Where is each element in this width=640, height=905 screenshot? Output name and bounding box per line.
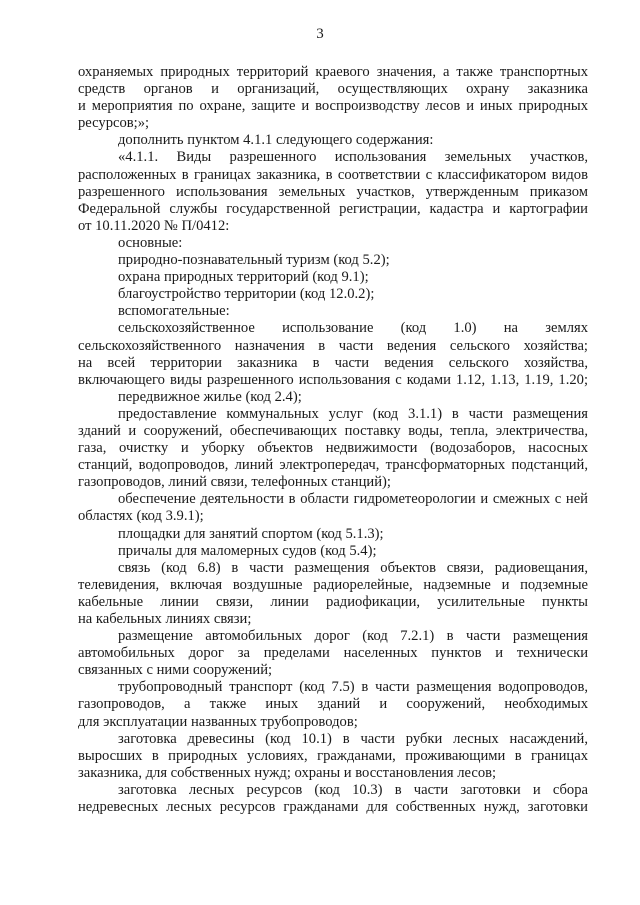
text-line: разрешенного использования земельных участков, утвержденным приказом <box>78 183 588 200</box>
text-line: на кабельных линиях связи; <box>78 611 252 627</box>
text-line: дополнить пунктом 4.1.1 следующего содержания: <box>118 132 434 149</box>
text-line: охраняемых природных территорий краевого значения, а также транспортных <box>78 64 588 80</box>
text-line: газопроводов, линий связи, телефонных станций); <box>78 474 391 491</box>
text-line: заготовка древесины (код 10.1) в части рубки лесных насаждений, <box>118 730 588 747</box>
text-line: заказника, для собственных нужд; охраны и восстановления лесов; <box>78 764 497 781</box>
page-number: 3 <box>316 26 324 42</box>
text-line: расположенных в границах заказника, в соответствии с классификатором видов <box>78 166 588 183</box>
text-line: природно-познавательный туризм (код 5.2); <box>118 252 390 269</box>
text-line: кабельные линии связи, линии радиофикации, усилительные пункты <box>78 593 588 610</box>
text-line: газопроводов, а также иных зданий и сооружений, необходимых <box>78 696 588 713</box>
text-line: телевидения, включая воздушные радиорелейные, надземные и подземные <box>78 576 588 593</box>
text-line: включающего виды разрешенного использования с кодами 1.12, 1.13, 1.19, 1.20; <box>78 371 588 388</box>
text-line: ресурсов;»; <box>78 115 150 132</box>
text-line: площадки для занятий спортом (код 5.1.3); <box>118 525 384 542</box>
text-line: охрана природных территорий (код 9.1); <box>118 269 369 286</box>
text-line: выросших в природных условиях, гражданами, проживающими в границах <box>78 747 588 764</box>
text-line: на всей территории заказника в части ведения сельского хозяйства, <box>78 354 588 371</box>
text-line: «4.1.1. Виды разрешенного использования земельных участков, <box>118 149 588 166</box>
text-line: связанных с ними сооружений; <box>78 662 273 679</box>
text-line: недревесных лесных ресурсов гражданами для собственных нужд, заготовки <box>78 799 588 816</box>
text-line: Федеральной службы государственной регистрации, кадастра и картографии <box>78 200 588 217</box>
text-line: благоустройство территории (код 12.0.2); <box>118 286 375 303</box>
text-line: трубопроводный транспорт (код 7.5) в части размещения водопроводов, <box>118 679 588 696</box>
text-line: средств органов и организаций, осуществляющих охрану заказника <box>78 81 588 98</box>
text-line: автомобильных дорог за пределами населенных пунктов и технически <box>78 645 588 662</box>
document-body <box>78 64 588 816</box>
text-line: сельскохозяйственного назначения в части ведения сельского хозяйства; <box>78 337 588 354</box>
text-line: причалы для маломерных судов (код 5.4); <box>118 542 377 559</box>
text-line: станций, водопроводов, линий электропередач, трансформаторных подстанций, <box>78 457 588 474</box>
text-line: основные: <box>118 234 183 251</box>
text-line: от 10.11.2020 № П/0412: <box>78 217 230 234</box>
text-line: областях (код 3.9.1); <box>78 508 204 525</box>
text-line: связь (код 6.8) в части размещения объектов связи, радиовещания, <box>118 559 588 576</box>
text-line: газа, очистку и уборку объектов недвижимости (водозаборов, насосных <box>78 440 588 457</box>
text-line: размещение автомобильных дорог (код 7.2.1) в части размещения <box>118 628 588 645</box>
text-line: предоставление коммунальных услуг (код 3.1.1) в части размещения <box>118 405 588 422</box>
text-line: для эксплуатации названных трубопроводов; <box>78 713 358 730</box>
text-line: зданий и сооружений, обеспечивающих поставку воды, тепла, электричества, <box>78 422 588 439</box>
text-line: передвижное жилье (код 2.4); <box>118 388 302 405</box>
text-line: заготовка лесных ресурсов (код 10.3) в части заготовки и сбора <box>118 781 588 798</box>
text-line: и мероприятия по охране, защите и воспроизводству лесов и иных природных <box>78 98 588 115</box>
text-line: обеспечение деятельности в области гидрометеорологии и смежных с ней <box>118 491 588 508</box>
text-line: вспомогательные: <box>118 303 230 320</box>
text-line: сельскохозяйственное использование (код 1.0) на землях <box>118 320 588 337</box>
